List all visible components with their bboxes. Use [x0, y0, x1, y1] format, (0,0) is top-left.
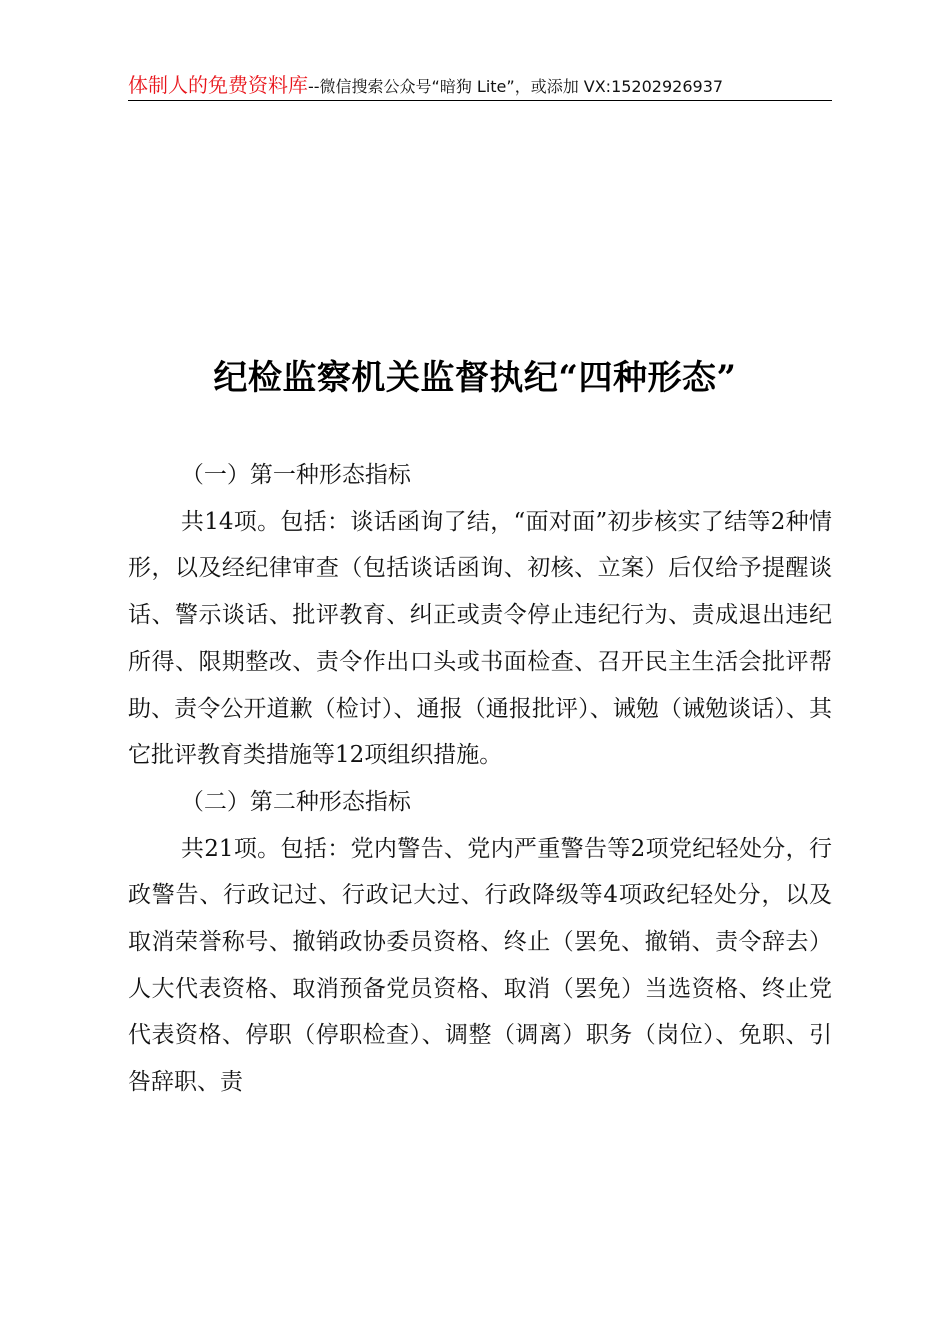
- section-1-heading: （一）第一种形态指标: [180, 462, 411, 488]
- section-2-paragraph: 共21项。包括：党内警告、党内严重警告等2项党纪轻处分，行政警告、行政记过、行政记大过、行政降级等4项政纪轻处分，以及取消荣誉称号、撤销政协委员资格、终止（罢免、撤销、责令辞去）人大代表资格、取消预备党员资格、取消（罢免）当选资格、终止党代表资格、停职（停职检查）、调整（调离）职务（岗位）、免职、引咎辞职、责: [128, 835, 832, 1096]
- page-header: [128, 72, 832, 101]
- document-title: 纪检监察机关监督执纪“四种形态”: [213, 358, 737, 398]
- header-brand: 体制人的免费资料库: [128, 73, 308, 97]
- header-contact: --微信搜索公众号“暗狗 Lite”，或添加 VX:15202926937: [308, 77, 724, 96]
- document-body: [128, 452, 832, 1106]
- section-1-paragraph: 共14项。包括：谈话函询了结，“面对面”初步核实了结等2种情形，以及经纪律审查（包括谈话函询、初核、立案）后仅给予提醒谈话、警示谈话、批评教育、纠正或责令停止违纪行为、责成退出违纪所得、限期整改、责令作出口头或书面检查、召开民主生活会批评帮助、责令公开道歉（检讨）、通报（通报批评）、诫勉（诫勉谈话）、其它批评教育类措施等12项组织措施。: [128, 508, 832, 769]
- section-2-heading: （二）第二种形态指标: [180, 788, 411, 815]
